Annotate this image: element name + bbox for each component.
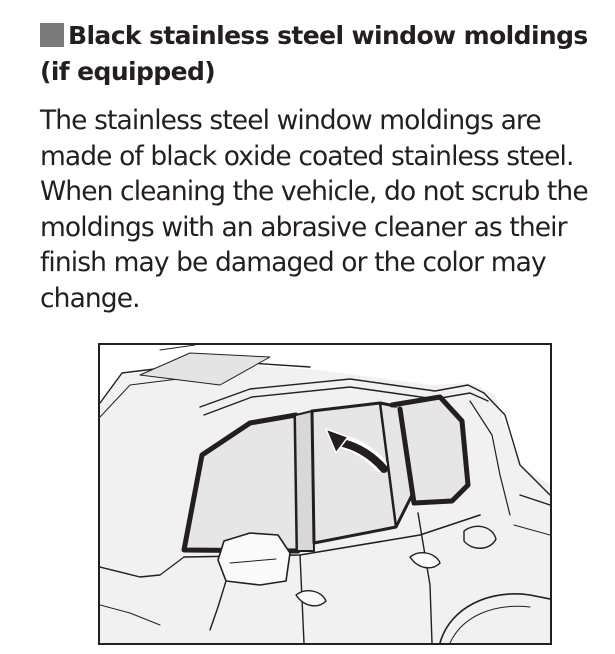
- car-side-view-drawing: [100, 345, 550, 643]
- square-bullet-icon: [40, 23, 64, 47]
- body-paragraph: The stainless steel window moldings are made of black oxide coated stainless steel. When cleaning the vehicle, do not scrub the moldings with an abrasive cleaner as their finish may be damaged or the color may change.: [40, 105, 588, 314]
- section-heading: [40, 18, 610, 90]
- car-window-illustration: [98, 343, 552, 645]
- section-heading-text: Black stainless steel window moldings (if equipped): [40, 21, 588, 86]
